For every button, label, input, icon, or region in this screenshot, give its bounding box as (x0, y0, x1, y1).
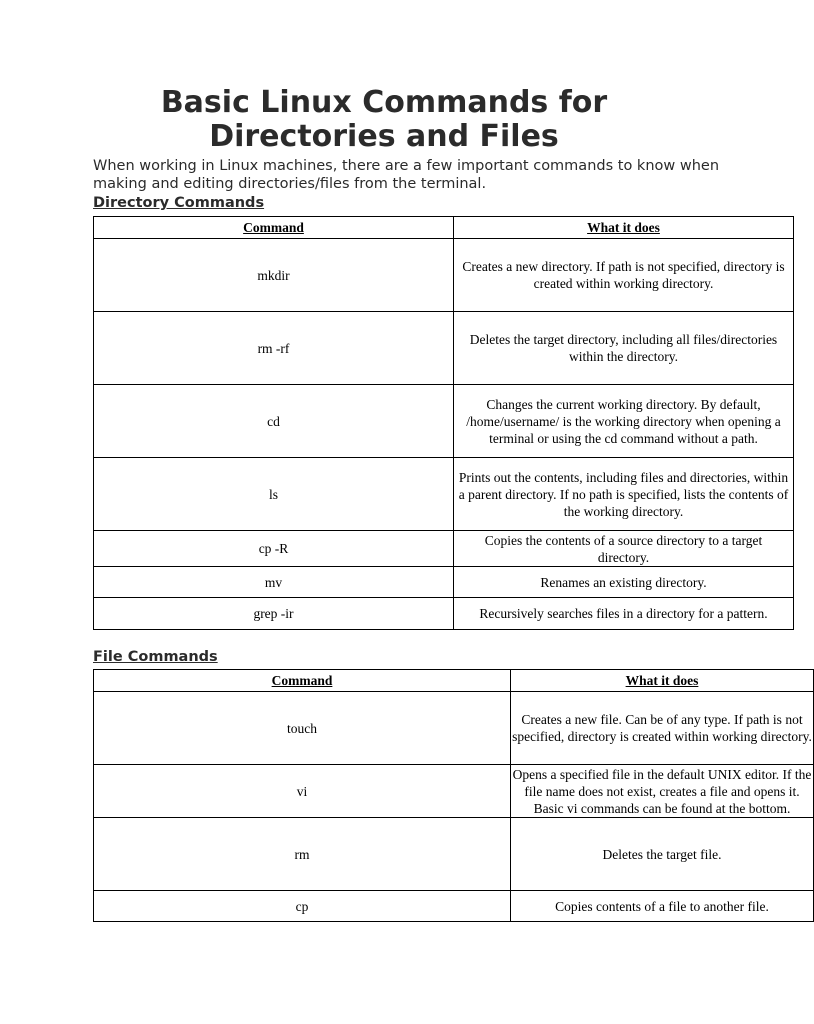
description-column-header: What it does (511, 670, 814, 692)
file-commands-heading: File Commands (93, 649, 218, 665)
description-text: Deletes the target file. (602, 846, 722, 862)
description-cell (511, 765, 814, 818)
description-cell (454, 239, 794, 312)
table-row (94, 458, 794, 531)
description-text: Prints out the contents, including files and directories, within a parent directory. If no path is specified, lists the contents of the working directory. (458, 469, 789, 519)
command-cell: cp -R (94, 531, 454, 567)
command-cell: vi (94, 765, 511, 818)
description-cell (511, 692, 814, 765)
description-text: Deletes the target directory, including all files/directories within the directory. (469, 332, 778, 364)
table-row (94, 598, 794, 630)
command-column-header: Command (94, 217, 454, 239)
page-title: Basic Linux Commands for Directories and Files (160, 85, 608, 154)
description-text: Copies the contents of a source directory to a target directory. (484, 532, 763, 565)
description-cell (454, 531, 794, 567)
description-text: Opens a specified file in the default UNIX editor. If the file name does not exist, creates a file and opens it. Basic vi commands can be found at the bottom. (512, 766, 812, 816)
description-cell (454, 385, 794, 458)
table-row (94, 531, 794, 567)
description-column-header: What it does (454, 217, 794, 239)
description-text: Recursively searches files in a directory for a pattern. (479, 606, 768, 621)
table-row (94, 567, 794, 598)
command-cell: mv (94, 567, 454, 598)
intro-paragraph: When working in Linux machines, there are a few important commands to know when making and editing directories/files from the terminal. (93, 158, 720, 192)
table-row (94, 818, 814, 891)
description-cell (511, 891, 814, 922)
description-cell (511, 818, 814, 891)
table-header-row (94, 217, 794, 239)
command-cell: touch (94, 692, 511, 765)
description-cell (454, 312, 794, 385)
command-cell: rm -rf (94, 312, 454, 385)
description-cell (454, 458, 794, 531)
description-text: Copies contents of a file to another file. (555, 898, 769, 914)
table-row (94, 385, 794, 458)
command-cell: cd (94, 385, 454, 458)
description-text: Creates a new directory. If path is not specified, directory is created within working directory. (462, 259, 785, 291)
command-column-header: Command (94, 670, 511, 692)
table-row (94, 765, 814, 818)
description-text: Renames an existing directory. (540, 574, 707, 590)
table-row (94, 239, 794, 312)
description-cell (454, 567, 794, 598)
command-cell: cp (94, 891, 511, 922)
command-cell: ls (94, 458, 454, 531)
directory-commands-heading: Directory Commands (93, 195, 265, 211)
description-text: Creates a new file. Can be of any type. If path is not specified, directory is created within working directory. (512, 712, 812, 744)
table-row (94, 692, 814, 765)
directory-commands-table (93, 216, 794, 630)
command-cell: rm (94, 818, 511, 891)
description-text: Changes the current working directory. By default, /home/username/ is the working directory when opening a terminal or using the cd command without a path. (466, 396, 781, 446)
description-cell (454, 598, 794, 630)
table-header-row (94, 670, 814, 692)
table-row (94, 312, 794, 385)
command-cell: grep -ir (94, 598, 454, 630)
table-row (94, 891, 814, 922)
command-cell: mkdir (94, 239, 454, 312)
file-commands-table (93, 669, 814, 922)
